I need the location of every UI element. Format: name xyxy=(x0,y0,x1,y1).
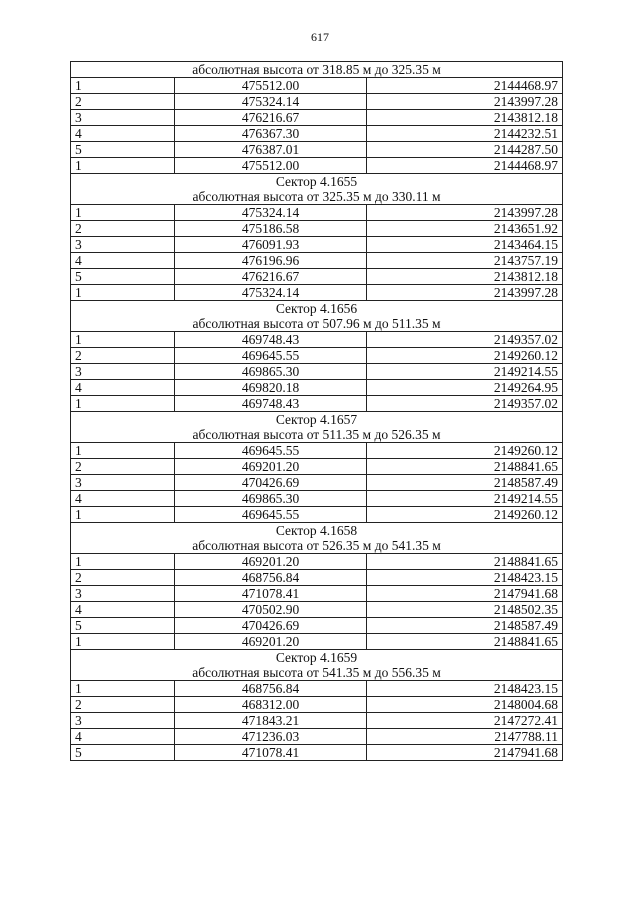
table-row xyxy=(71,570,563,586)
sector-title: Сектор 4.1655 xyxy=(71,174,563,190)
table-row xyxy=(71,380,563,396)
altitude-range-row xyxy=(71,189,563,205)
table-row xyxy=(71,285,563,301)
y-coordinate: 2147272.41 xyxy=(367,713,563,729)
point-number: 1 xyxy=(71,507,175,523)
x-coordinate: 476196.96 xyxy=(175,253,367,269)
sector-title-row xyxy=(71,650,563,666)
y-coordinate: 2148423.15 xyxy=(367,681,563,697)
point-number: 2 xyxy=(71,697,175,713)
table-row xyxy=(71,110,563,126)
point-number: 5 xyxy=(71,618,175,634)
table-row xyxy=(71,269,563,285)
x-coordinate: 469645.55 xyxy=(175,348,367,364)
x-coordinate: 475186.58 xyxy=(175,221,367,237)
altitude-range-row xyxy=(71,62,563,78)
x-coordinate: 475512.00 xyxy=(175,78,367,94)
point-number: 1 xyxy=(71,634,175,650)
x-coordinate: 469820.18 xyxy=(175,380,367,396)
point-number: 5 xyxy=(71,142,175,158)
y-coordinate: 2149214.55 xyxy=(367,491,563,507)
point-number: 1 xyxy=(71,332,175,348)
table-row xyxy=(71,126,563,142)
x-coordinate: 469201.20 xyxy=(175,634,367,650)
x-coordinate: 468312.00 xyxy=(175,697,367,713)
y-coordinate: 2148841.65 xyxy=(367,634,563,650)
point-number: 2 xyxy=(71,570,175,586)
table-row xyxy=(71,78,563,94)
table-row xyxy=(71,713,563,729)
y-coordinate: 2149264.95 xyxy=(367,380,563,396)
point-number: 3 xyxy=(71,110,175,126)
y-coordinate: 2149260.12 xyxy=(367,348,563,364)
point-number: 4 xyxy=(71,602,175,618)
x-coordinate: 469748.43 xyxy=(175,396,367,412)
table-row xyxy=(71,491,563,507)
table-row xyxy=(71,618,563,634)
point-number: 1 xyxy=(71,443,175,459)
x-coordinate: 469201.20 xyxy=(175,459,367,475)
point-number: 3 xyxy=(71,364,175,380)
x-coordinate: 475324.14 xyxy=(175,205,367,221)
point-number: 4 xyxy=(71,491,175,507)
y-coordinate: 2143997.28 xyxy=(367,285,563,301)
y-coordinate: 2143812.18 xyxy=(367,269,563,285)
y-coordinate: 2148587.49 xyxy=(367,475,563,491)
table-row xyxy=(71,602,563,618)
table-row xyxy=(71,634,563,650)
point-number: 4 xyxy=(71,126,175,142)
altitude-range: абсолютная высота от 318.85 м до 325.35 м xyxy=(71,62,563,78)
x-coordinate: 468756.84 xyxy=(175,681,367,697)
altitude-range: абсолютная высота от 325.35 м до 330.11 м xyxy=(71,189,563,205)
y-coordinate: 2147941.68 xyxy=(367,586,563,602)
point-number: 2 xyxy=(71,94,175,110)
y-coordinate: 2147788.11 xyxy=(367,729,563,745)
x-coordinate: 470426.69 xyxy=(175,475,367,491)
point-number: 1 xyxy=(71,78,175,94)
y-coordinate: 2143464.15 xyxy=(367,237,563,253)
point-number: 4 xyxy=(71,253,175,269)
point-number: 4 xyxy=(71,380,175,396)
y-coordinate: 2148841.65 xyxy=(367,459,563,475)
y-coordinate: 2149357.02 xyxy=(367,332,563,348)
x-coordinate: 469748.43 xyxy=(175,332,367,348)
y-coordinate: 2144232.51 xyxy=(367,126,563,142)
x-coordinate: 476216.67 xyxy=(175,269,367,285)
table-row xyxy=(71,364,563,380)
x-coordinate: 471236.03 xyxy=(175,729,367,745)
x-coordinate: 471843.21 xyxy=(175,713,367,729)
altitude-range-row xyxy=(71,316,563,332)
altitude-range-row xyxy=(71,665,563,681)
sector-title: Сектор 4.1657 xyxy=(71,412,563,428)
altitude-range-row xyxy=(71,538,563,554)
x-coordinate: 471078.41 xyxy=(175,745,367,761)
table-row xyxy=(71,142,563,158)
table-row xyxy=(71,745,563,761)
point-number: 5 xyxy=(71,745,175,761)
table-row xyxy=(71,94,563,110)
y-coordinate: 2143757.19 xyxy=(367,253,563,269)
sector-title-row xyxy=(71,174,563,190)
y-coordinate: 2148004.68 xyxy=(367,697,563,713)
y-coordinate: 2148502.35 xyxy=(367,602,563,618)
table-row xyxy=(71,697,563,713)
table-row xyxy=(71,681,563,697)
table-row xyxy=(71,221,563,237)
sector-title-row xyxy=(71,301,563,317)
y-coordinate: 2144468.97 xyxy=(367,158,563,174)
point-number: 3 xyxy=(71,586,175,602)
point-number: 1 xyxy=(71,396,175,412)
point-number: 5 xyxy=(71,269,175,285)
table-row xyxy=(71,205,563,221)
y-coordinate: 2144468.97 xyxy=(367,78,563,94)
x-coordinate: 476216.67 xyxy=(175,110,367,126)
point-number: 2 xyxy=(71,221,175,237)
x-coordinate: 469645.55 xyxy=(175,507,367,523)
point-number: 1 xyxy=(71,554,175,570)
point-number: 2 xyxy=(71,348,175,364)
point-number: 1 xyxy=(71,285,175,301)
y-coordinate: 2143812.18 xyxy=(367,110,563,126)
y-coordinate: 2147941.68 xyxy=(367,745,563,761)
table-row xyxy=(71,253,563,269)
x-coordinate: 469201.20 xyxy=(175,554,367,570)
y-coordinate: 2148423.15 xyxy=(367,570,563,586)
point-number: 3 xyxy=(71,713,175,729)
point-number: 2 xyxy=(71,459,175,475)
y-coordinate: 2143997.28 xyxy=(367,205,563,221)
x-coordinate: 476367.30 xyxy=(175,126,367,142)
point-number: 1 xyxy=(71,205,175,221)
sector-title: Сектор 4.1658 xyxy=(71,523,563,539)
sector-title: Сектор 4.1656 xyxy=(71,301,563,317)
table-row xyxy=(71,475,563,491)
table-row xyxy=(71,332,563,348)
x-coordinate: 470502.90 xyxy=(175,602,367,618)
table-row xyxy=(71,348,563,364)
table-row xyxy=(71,237,563,253)
point-number: 3 xyxy=(71,237,175,253)
y-coordinate: 2149357.02 xyxy=(367,396,563,412)
coordinates-table xyxy=(70,61,563,761)
x-coordinate: 469645.55 xyxy=(175,443,367,459)
point-number: 4 xyxy=(71,729,175,745)
sector-title-row xyxy=(71,412,563,428)
altitude-range-row xyxy=(71,427,563,443)
y-coordinate: 2143651.92 xyxy=(367,221,563,237)
y-coordinate: 2149214.55 xyxy=(367,364,563,380)
x-coordinate: 476387.01 xyxy=(175,142,367,158)
altitude-range: абсолютная высота от 511.35 м до 526.35 м xyxy=(71,427,563,443)
y-coordinate: 2144287.50 xyxy=(367,142,563,158)
table-row xyxy=(71,729,563,745)
y-coordinate: 2149260.12 xyxy=(367,507,563,523)
altitude-range: абсолютная высота от 541.35 м до 556.35 м xyxy=(71,665,563,681)
x-coordinate: 475324.14 xyxy=(175,285,367,301)
table-row xyxy=(71,443,563,459)
x-coordinate: 470426.69 xyxy=(175,618,367,634)
table-row xyxy=(71,459,563,475)
x-coordinate: 471078.41 xyxy=(175,586,367,602)
table-row xyxy=(71,586,563,602)
coordinates-table-body xyxy=(71,62,563,761)
altitude-range: абсолютная высота от 507.96 м до 511.35 м xyxy=(71,316,563,332)
page-number: 617 xyxy=(311,30,329,44)
x-coordinate: 468756.84 xyxy=(175,570,367,586)
y-coordinate: 2149260.12 xyxy=(367,443,563,459)
table-row xyxy=(71,158,563,174)
x-coordinate: 475324.14 xyxy=(175,94,367,110)
y-coordinate: 2148841.65 xyxy=(367,554,563,570)
table-row xyxy=(71,396,563,412)
sector-title-row xyxy=(71,523,563,539)
y-coordinate: 2143997.28 xyxy=(367,94,563,110)
point-number: 1 xyxy=(71,681,175,697)
altitude-range: абсолютная высота от 526.35 м до 541.35 м xyxy=(71,538,563,554)
table-row xyxy=(71,554,563,570)
point-number: 1 xyxy=(71,158,175,174)
x-coordinate: 469865.30 xyxy=(175,364,367,380)
x-coordinate: 469865.30 xyxy=(175,491,367,507)
x-coordinate: 475512.00 xyxy=(175,158,367,174)
point-number: 3 xyxy=(71,475,175,491)
table-row xyxy=(71,507,563,523)
y-coordinate: 2148587.49 xyxy=(367,618,563,634)
sector-title: Сектор 4.1659 xyxy=(71,650,563,666)
x-coordinate: 476091.93 xyxy=(175,237,367,253)
